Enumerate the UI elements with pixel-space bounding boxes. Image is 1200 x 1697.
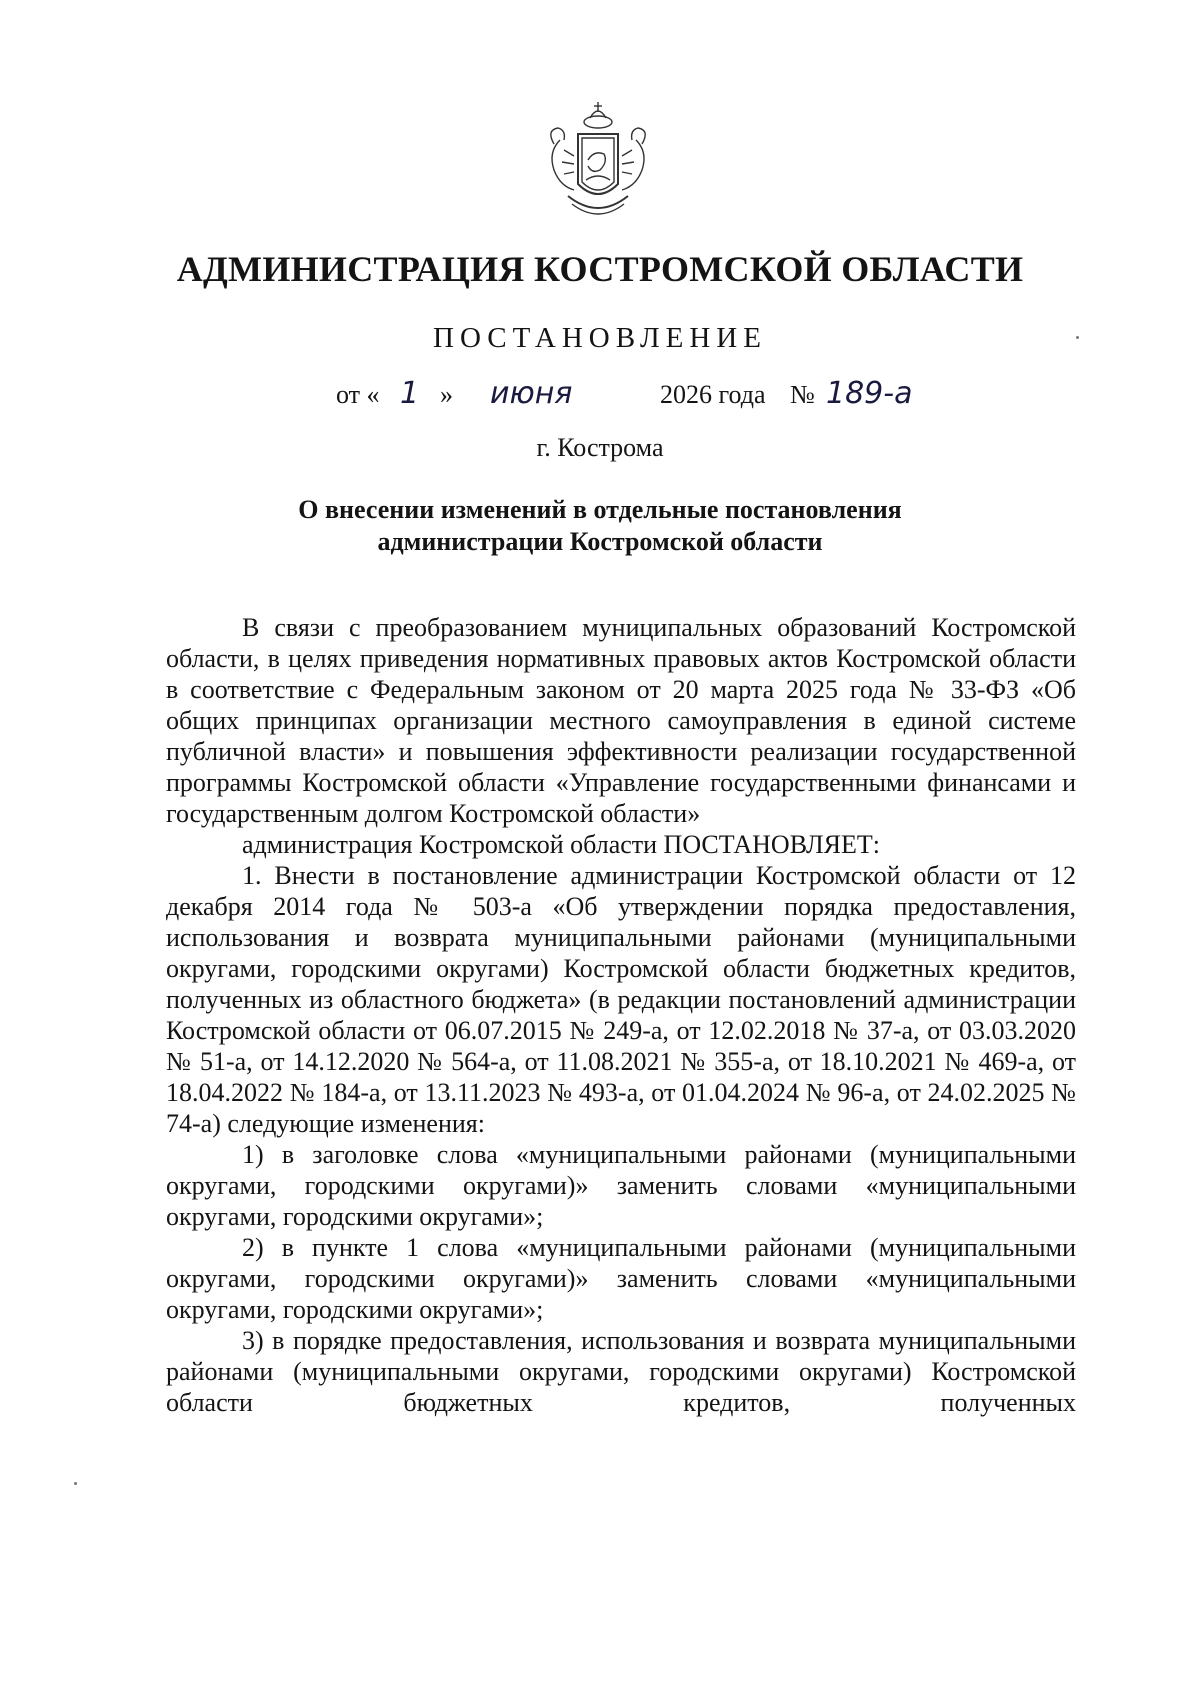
item-1-paragraph: 1. Внести в постановление администрации Костромской области от 12 декабря 2014 года № 503-а «Об утверждении порядка предоставления, использования и возврата муниципальными районами (муниципальными округами, городскими округами) Костромской области бюджетных кредитов, полученных из областного бюджета» (в редакции постановлений администрации Костромской области от 06.07.2015 № 249-а, от 12.02.2018 № 37-а, от 03.03.2020 № 51-а, от 14.12.2020 № 564-а, от 11.08.2021 № 355-а, от 18.10.2021 № 469-а, от 18.04.2022 № 184-а, от 13.11.2023 № 493-а, от 01.04.2024 № 96-а, от 24.02.2025 № 74-а) следующие изменения: (166, 861, 1076, 1138)
preamble-paragraph: В связи с преобразованием муниципальных образований Костромской области, в целях приведения нормативных правовых актов Костромской области в соответствие с Федеральным законом от 20 марта 2025 года № 33-ФЗ «Об общих принципах организации местного самоуправления в единой системе публичной власти» и повышения эффективности реализации государственной программы Костромской области «Управление государственными финансами и государственным долгом Костромской области» (166, 613, 1076, 828)
handwritten-day: 1 (400, 376, 420, 411)
subitem-3-paragraph: 3) в порядке предоставления, использования и возврата муниципальными районами (муниципальными округами, городскими округами) Костромской области бюджетных кредитов, полученных (166, 1326, 1076, 1417)
resolves-paragraph: администрация Костромской области ПОСТАНОВЛЯЕТ: (242, 830, 881, 859)
date-year: 2026 года (660, 380, 766, 409)
subject-line-2: администрации Костромской области (377, 527, 823, 556)
handwritten-month: июня (490, 376, 573, 411)
document-body (166, 612, 1076, 1418)
city-line: г. Кострома (536, 433, 664, 462)
number-sign: № (790, 380, 815, 409)
document-type: ПОСТАНОВЛЕНИЕ (433, 322, 767, 354)
subitem-1-paragraph: 1) в заголовке слова «муниципальными районами (муниципальными округами, городскими округами)» заменить словами «муниципальными округами, городскими округами»; (166, 1140, 1076, 1231)
date-prefix: от « (336, 380, 380, 409)
coat-of-arms-emblem (538, 100, 658, 230)
subitem-2-paragraph: 2) в пункте 1 слова «муниципальными районами (муниципальными округами, городскими округами)» заменить словами «муниципальными округами, городскими округами»; (166, 1233, 1076, 1324)
scan-speck (1076, 336, 1079, 339)
organization-title: АДМИНИСТРАЦИЯ КОСТРОМСКОЙ ОБЛАСТИ (176, 249, 1024, 289)
subject-line-1: О внесении изменений в отдельные постановления (298, 495, 902, 524)
scan-speck (74, 1482, 77, 1485)
date-number-line (0, 376, 1200, 426)
document-subject (0, 494, 1200, 558)
handwritten-number: 189-а (826, 376, 913, 411)
date-quote-close: » (440, 380, 453, 409)
